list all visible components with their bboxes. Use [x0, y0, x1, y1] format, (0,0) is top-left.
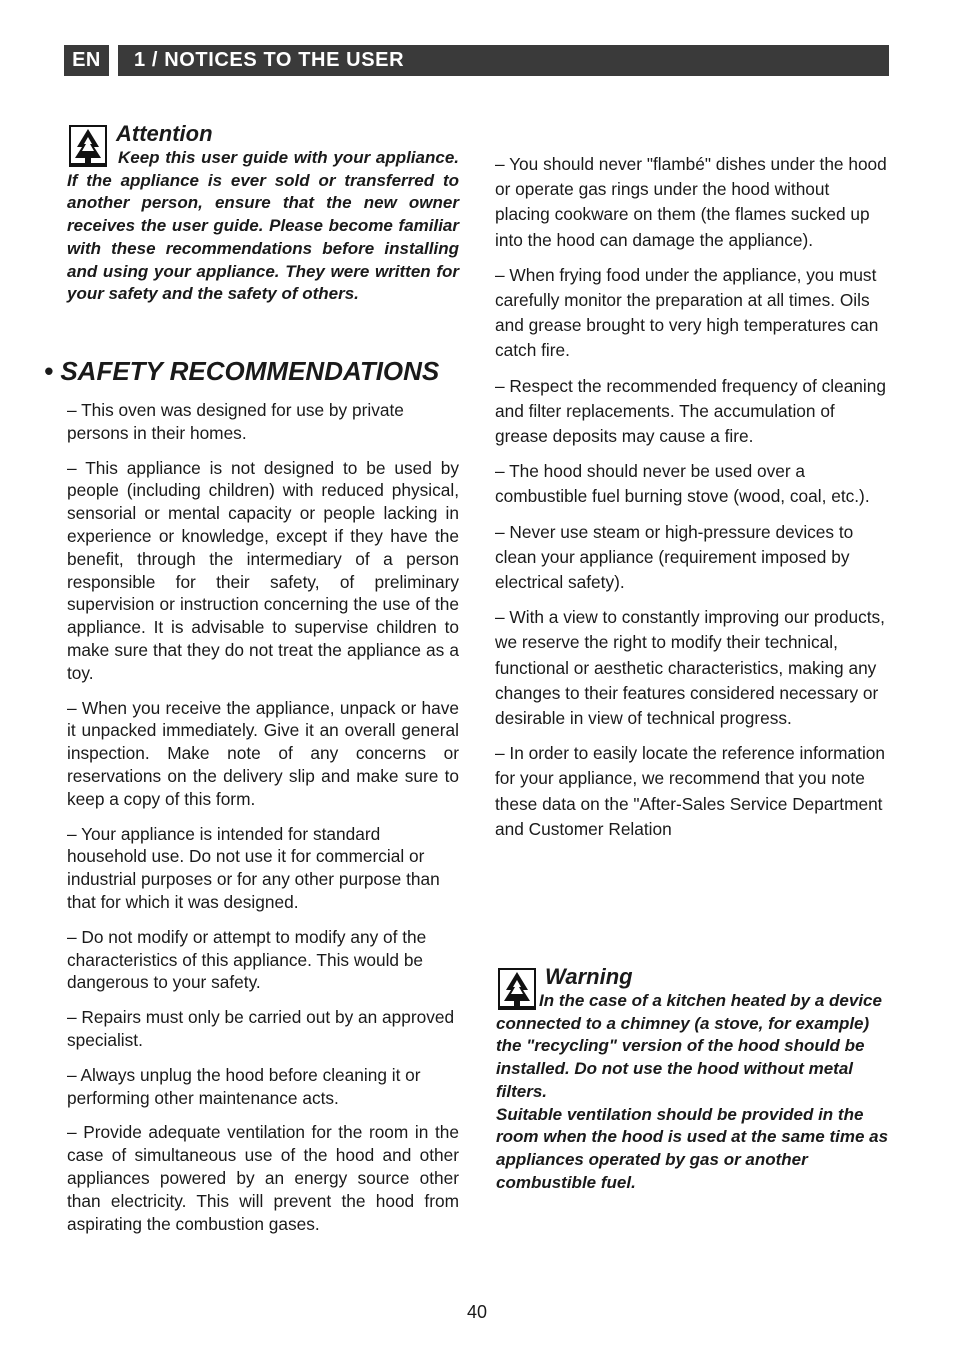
- safety-item: – Provide adequate ventilation for the room in the case of simultaneous use of the hood and other appliances powered by an energy source other than electricity. This will prevent the hood from aspirating the combustion gases.: [67, 1122, 459, 1234]
- attention-title: Attention: [116, 121, 213, 146]
- safety-right-column: [495, 152, 887, 852]
- safety-item: – Repairs must only be carried out by an approved specialist.: [67, 1007, 455, 1050]
- safety-item: – Your appliance is intended for standard household use. Do not use it for commercial or industrial purposes or for any other purpose than that for which it was designed.: [67, 823, 440, 912]
- safety-item: – Do not modify or attempt to modify any of the characteristics of this appliance. This would be dangerous to your safety.: [67, 926, 427, 993]
- safety-item: – In order to easily locate the reference information for your appliance, we recommend that you note these data on the "After-Sales Service Department and Customer Relation: [495, 743, 886, 839]
- safety-item: – This appliance is not designed to be used by people (including children) with reduced physical, sensorial or mental capacity or people lacking in experience or knowledge, except if they have the benefit, through the intermediary of a person responsible for their safety, of preliminary supervision or instruction concerning the use of the appliance. It is advisable to supervise children to make sure that they do not treat the appliance as a toy.: [67, 457, 459, 683]
- warning-title: Warning: [545, 964, 633, 989]
- warning-text-1: In the case of a kitchen heated by a device connected to a chimney (a stove, for example) the "recycling" version of the hood should be installed. Do not use the hood without metal filters.: [496, 991, 882, 1101]
- warning-text-2: Suitable ventilation should be provided in the room when the hood is used at the same time as appliances operated by gas or another combustible fuel.: [496, 1104, 889, 1192]
- safety-item: – The hood should never be used over a combustible fuel burning stove (wood, coal, etc.).: [495, 461, 870, 507]
- attention-text: Keep this user guide with your appliance. If the appliance is ever sold or transferred to another person, ensure that the new owner receives the user guide. Please become familiar with these recommendations before installing and using your appliance. They were written for your safety and the safety of others.: [67, 148, 459, 304]
- safety-item: – You should never "flambé" dishes under the hood or operate gas rings under the hood without placing cookware on them (the flames sucked up into the hood can damage the appliance).: [495, 154, 887, 250]
- safety-heading: • SAFETY RECOMMENDATIONS: [44, 356, 440, 386]
- page-number: 40: [466, 1302, 488, 1322]
- warning-text: [496, 990, 890, 1194]
- safety-item: – This oven was designed for use by private persons in their homes.: [67, 400, 404, 443]
- safety-item: – Never use steam or high-pressure devices to clean your appliance (requirement imposed by electrical safety).: [495, 521, 854, 593]
- section-header: 1 / NOTICES TO THE USER: [118, 45, 889, 76]
- language-tab: EN: [64, 45, 109, 76]
- safety-item: – Always unplug the hood before cleaning it or performing other maintenance acts.: [67, 1064, 421, 1108]
- safety-item: – When you receive the appliance, unpack or have it unpacked immediately. Give it an overall general inspection. Make note of any concerns or reservations on the delivery slip and make sure to keep a copy of this form.: [67, 697, 459, 809]
- safety-item: – Respect the recommended frequency of cleaning and filter replacements. The accumulation of grease deposits may cause a fire.: [495, 375, 886, 447]
- safety-item: – With a view to constantly improving our products, we reserve the right to modify their technical, functional or aesthetic characteristics, making any changes to their features considered necessary or desirable in view of technical progress.: [495, 607, 885, 729]
- safety-left-column: [67, 399, 459, 1247]
- safety-item: – When frying food under the appliance, you must carefully monitor the preparation at all times. Oils and grease brought to very high temperatures can catch fire.: [495, 264, 879, 361]
